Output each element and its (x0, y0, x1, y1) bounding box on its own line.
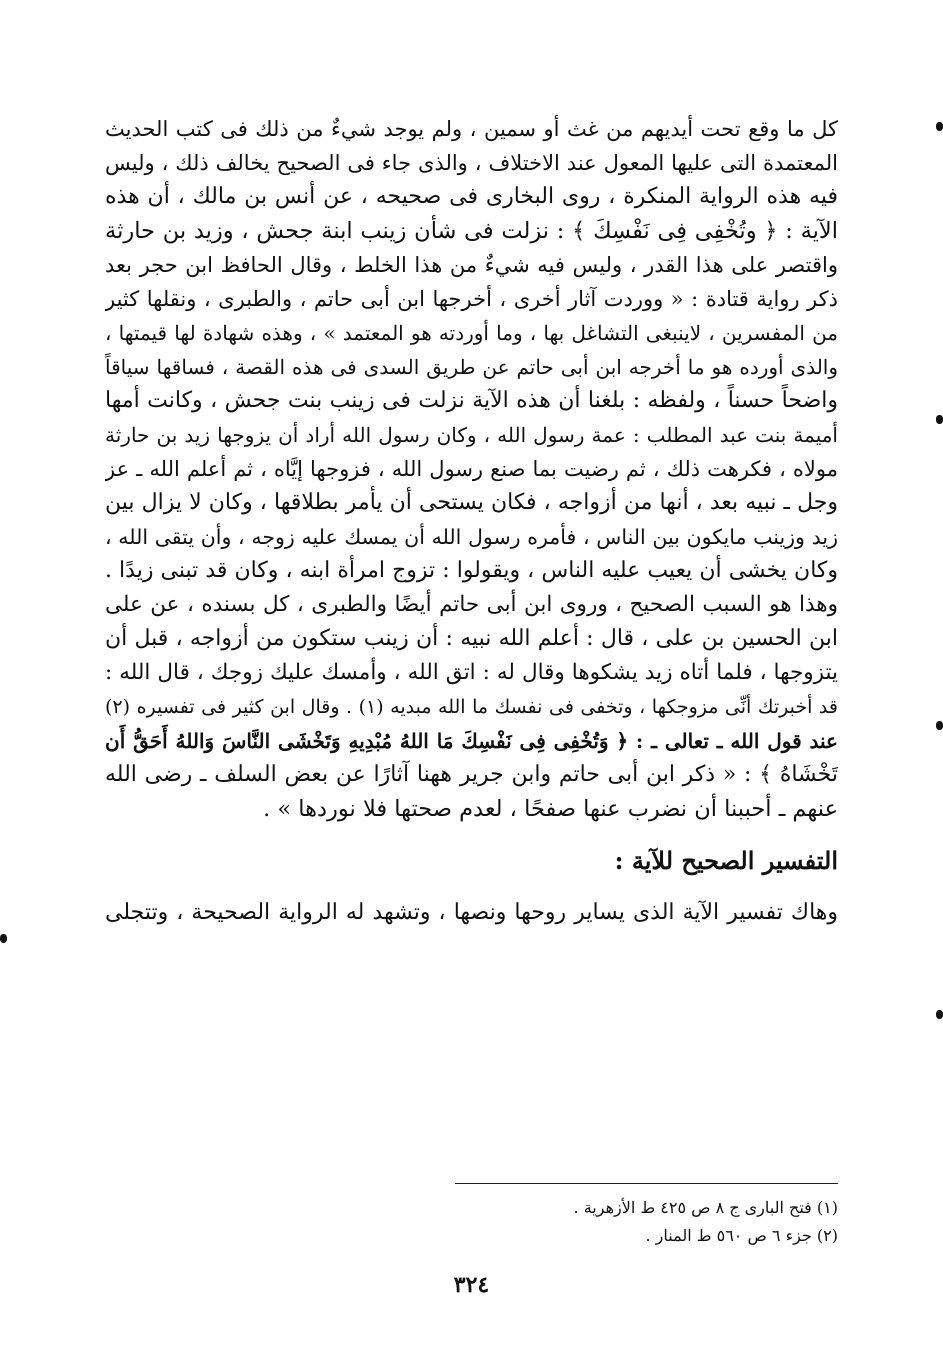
footnote: (١) فتح البارى ج ٨ ص ٤٢٥ ط الأزهرية . (573, 1198, 838, 1217)
margin-mark (936, 1010, 943, 1019)
text-line: أميمة بنت عبد المطلب : عمة رسول الله ، وكان رسول الله أراد أن يزوجها زيد بن حارثة (105, 423, 838, 447)
text-line: عنهم ـ أحببنا أن نضرب عنها صفحًا ، لعدم صحتها فلا نوردها » . (263, 796, 838, 822)
text-line: فيه هذه الرواية المنكرة ، روى البخارى فى صحيحه ، عن أنس بن مالك ، أن هذه (105, 184, 838, 209)
margin-mark (0, 934, 7, 943)
footnote-divider (455, 1183, 838, 1184)
margin-mark (936, 415, 943, 424)
text-line: الآية : ﴿ وتُخْفِى فِى نَفْسِكَ ﴾ : نزلت فى شأن زينب ابنة جحش ، وزيد بن حارثة (105, 218, 838, 244)
text-line-quran: عند قول الله ـ تعالى ـ : ﴿ وَتُخْفِى فِى نَفْسِكَ مَا اللهُ مُبْدِيهِ وَتَخْشَى النَّاسَ وَاللهُ أَحَقُّ أَن (105, 729, 838, 753)
text-line: وكان يخشى أن يعيب عليه الناس ، ويقولوا : تزوج امرأة ابنه ، وكان قد تبنى زيدًا . (105, 558, 838, 583)
text-line: ذكر رواية قتادة : « ووردت آثار أخرى ، أخرجها ابن أبى حاتم ، والطبرى ، ونقلها كثير (105, 287, 838, 311)
text-line: قد أخبرتك أنِّى مزوجكها ، وتخفى فى نفسك ما الله مبديه (١) . وقال ابن كثير فى تفسيره (٢) (105, 696, 838, 718)
text-line: وهاك تفسير الآية الذى يساير روحها ونصها ، وتشهد له الرواية الصحيحة ، وتتجلى (105, 900, 838, 925)
text-line: وهذا هو السبب الصحيح ، وروى ابن أبى حاتم أيضًا والطبرى ، كل بسنده ، عن على (105, 592, 838, 617)
margin-mark (936, 721, 943, 730)
text-line: مولاه ، فكرهت ذلك ، ثم رضيت بما صنع رسول الله ، فزوجها إيَّاه ، ثم أعلم الله ـ عز (105, 457, 838, 481)
text-line: ابن الحسين بن على ، قال : أعلم الله نبيه : أن زينب ستكون من أزواجه ، قبل أن (105, 626, 838, 651)
text-line: وجل ـ نبيه بعد ، أنها من أزواجه ، فكان يستحى أن يأمر بطلاقها ، وكان لا يزال بين (105, 490, 838, 515)
text-line: من المفسرين ، لاينبغى التشاغل بها ، وما أوردته هو المعتمد » ، وهذه شهادة لها قيمتها ، (105, 321, 838, 345)
text-line: زيد وزينب مايكون بين الناس ، فأمره رسول الله أن يمسك عليه زوجه ، وأن يتقى الله ، (105, 525, 838, 549)
text-line: واضحاً حسناً ، ولفظه : بلغنا أن هذه الآية نزلت فى زينب بنت جحش ، وكانت أمها (105, 388, 838, 413)
section-heading: التفسير الصحيح للآية : (614, 846, 838, 875)
text-line: واقتصر على هذا القدر ، وليس فيه شيءٌ من هذا الخلط ، وقال الحافظ ابن حجر بعد (105, 253, 838, 277)
text-line: كل ما وقع تحت أيديهم من غث أو سمين ، ولم يوجد شيءٌ من ذلك فى كتب الحديث (105, 117, 838, 141)
text-line: والذى أورده هو ما أخرجه ابن أبى حاتم عن طريق السدى فى هذه القصة ، فساقها سياقاً (105, 355, 838, 379)
margin-mark (936, 122, 943, 131)
footnote: (٢) جزء ٦ ص ٥٦٠ ط المنار . (645, 1226, 838, 1245)
text-line: تَخْشَاهُ ﴾ : « ذكر ابن أبى حاتم وابن جرير ههنا آثارًا عن بعض السلف ـ رضى الله (105, 762, 838, 787)
text-line: المعتمدة التى عليها المعول عند الاختلاف ، والذى جاء فى الصحيح يخالف ذلك ، وليس (105, 151, 838, 175)
text-line: يتزوجها ، فلما أتاه زيد يشكوها وقال له : اتق الله ، وأمسك عليك زوجك ، قال الله : (105, 660, 838, 685)
page-number: ٣٢٤ (453, 1272, 490, 1298)
